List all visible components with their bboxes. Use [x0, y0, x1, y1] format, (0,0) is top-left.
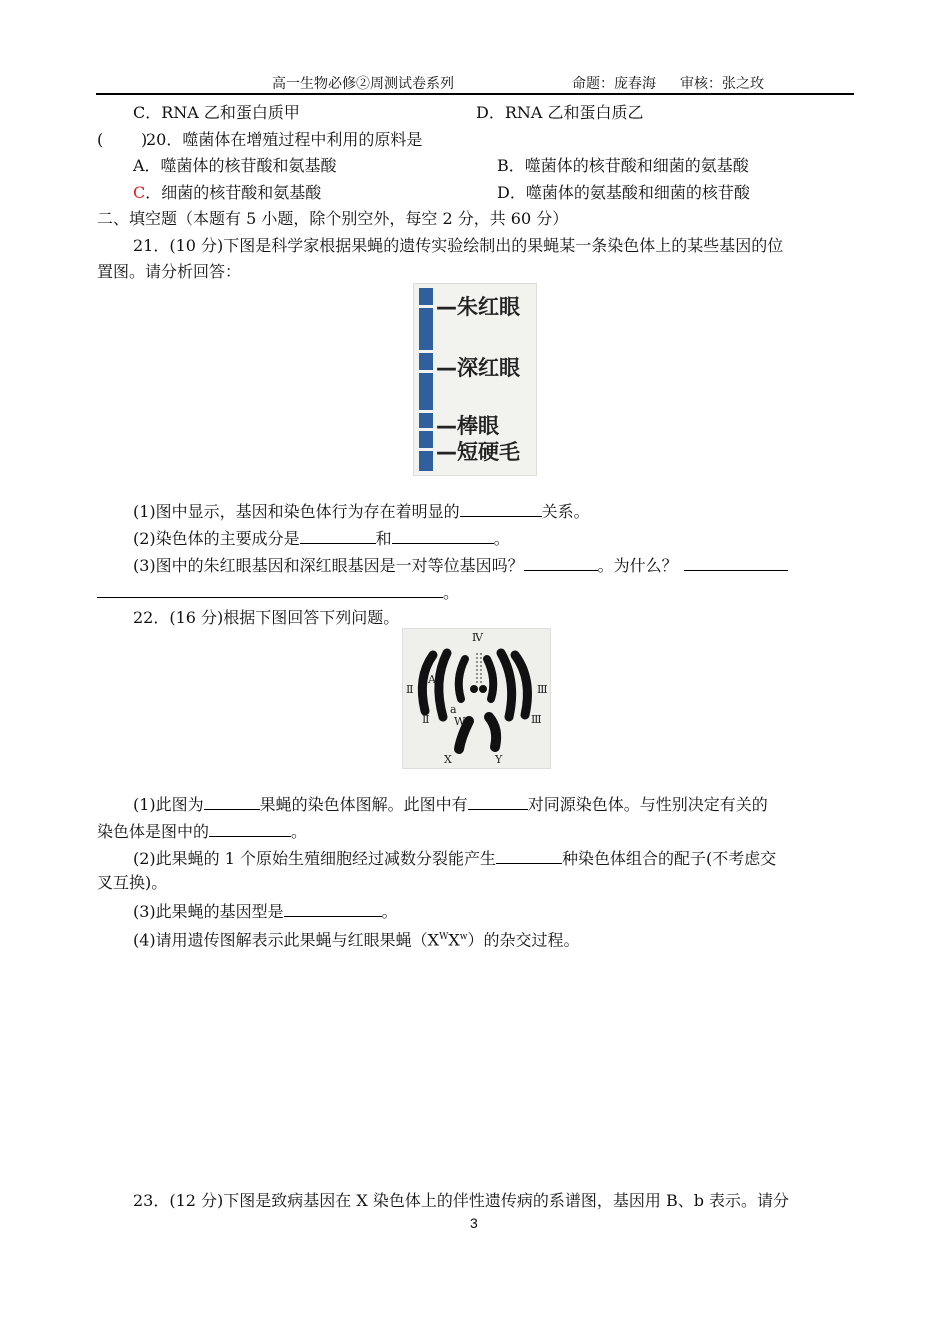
label-ii-bottom: Ⅱ: [422, 713, 430, 726]
answer-blank[interactable]: [300, 527, 376, 544]
q20-option-a: A．噬菌体的核苷酸和氨基酸: [133, 156, 337, 175]
q20-stem: 20．噬菌体在增殖过程中利用的原料是: [146, 130, 423, 149]
label-gene-W: W: [454, 715, 466, 728]
q19-option-c: C．RNA 乙和蛋白质甲: [133, 103, 300, 122]
q21-part3-line2: 。: [97, 581, 459, 603]
answer-blank[interactable]: [460, 500, 542, 517]
q22-part4: (4)请用遗传图解表示此果蝇与红眼果蝇$(X^WX^w)$的杂交过程。: [133, 930, 580, 950]
answer-blank[interactable]: [209, 820, 291, 837]
label-iii-bottom: Ⅲ: [531, 713, 542, 726]
q20-answer-paren-close: ): [141, 130, 148, 149]
chromosome-band: [419, 370, 433, 373]
header-reviewer: 审核：张之玫: [680, 76, 764, 92]
q19-option-d: D．RNA 乙和蛋白质乙: [476, 103, 644, 122]
q22-part1-line2: 染色体是图中的 。: [97, 822, 308, 841]
label-gene-A: A: [428, 673, 436, 686]
chromosome-inner-right: [487, 659, 493, 699]
label-x: X: [444, 753, 452, 766]
q22-part3: (3)此果蝇的基因型是 。: [133, 902, 398, 921]
gene-label-vermilion-eye: —朱红眼: [436, 295, 520, 319]
q20-option-d: D．噬菌体的氨基酸和细菌的核苷酸: [497, 183, 750, 202]
answer-blank[interactable]: [524, 554, 598, 571]
chromosome-iv-dot: [470, 685, 478, 693]
answer-blank[interactable]: [496, 847, 562, 864]
gene-label-dark-red-eye: —深红眼: [436, 356, 520, 380]
answer-blank[interactable]: [468, 793, 528, 810]
chromosome-band: [419, 350, 433, 353]
q22-stem: 22．(16 分)根据下图回答下列问题。: [133, 608, 400, 627]
karyotype-figure: [402, 628, 551, 769]
answer-blank[interactable]: [204, 793, 260, 810]
section-title: 二、填空题（本题有 5 小题，除个别空外，每空 2 分，共 60 分）: [97, 209, 569, 228]
label-iii-top: Ⅲ: [537, 683, 548, 696]
chromosome-iv-dot: [479, 685, 487, 693]
chromosome-iii-right-b: [501, 653, 512, 717]
q21-part2: (2)染色体的主要成分是 和 。: [133, 529, 510, 548]
chromosome-gene-map-figure: [413, 283, 537, 476]
q20-option-c-text: ．细菌的核苷酸和氨基酸: [145, 183, 322, 202]
header-series: 高一生物必修②周测试卷系列: [272, 76, 454, 92]
chromosome-band: [419, 428, 433, 431]
q22-part2: (2)此果蝇的 1 个原始生殖细胞经过减数分裂能产生 种染色体组合的配子(不考虑交: [133, 849, 777, 868]
chromosome-ii-left-b: [439, 653, 447, 717]
chromosome-band: [419, 448, 433, 451]
label-iv: Ⅳ: [472, 631, 483, 644]
q21-part3: (3)图中的朱红眼基因和深红眼基因是一对等位基因吗？ 。为什么？: [133, 554, 788, 576]
q20-option-c: [133, 183, 321, 203]
q21-part1: (1)图中显示，基因和染色体行为存在着明显的 关系。: [133, 502, 590, 521]
label-gene-a: a: [450, 703, 457, 716]
chromosome-y: [489, 717, 496, 747]
q20-answer-paren-open: (: [97, 130, 104, 149]
chromosome-inner-left: [459, 659, 465, 699]
q22-part2-line2: 叉互换)。: [97, 873, 168, 892]
chromosome-bar: [419, 288, 433, 471]
header-rule: [96, 93, 854, 95]
q21-stem-line2: 置图。请分析回答：: [97, 262, 242, 281]
gene-label-bar-eye: —棒眼: [436, 414, 499, 438]
q23-stem: 23．(12 分)下图是致病基因在 X 染色体上的伴性遗传病的系谱图，基因用 B、b 表示。请分: [133, 1191, 790, 1210]
label-y: Y: [495, 753, 503, 766]
karyotype-diagram: [403, 629, 550, 768]
gene-label-short-bristle: —短硬毛: [436, 440, 520, 464]
q20-option-c-letter: C: [133, 183, 146, 202]
answer-blank[interactable]: [97, 581, 443, 598]
page-number: 3: [470, 1215, 478, 1231]
chromosome-iii-right-a: [515, 655, 527, 715]
q20-option-b: B．噬菌体的核苷酸和细菌的氨基酸: [497, 156, 749, 175]
chromosome-band: [419, 305, 433, 308]
chromosome-band: [419, 410, 433, 413]
q21-stem-line1: 21．(10 分)下图是科学家根据果蝇的遗传实验绘制出的果蝇某一条染色体上的某些基因的位: [133, 236, 784, 255]
answer-blank[interactable]: [392, 527, 494, 544]
q22-part1: (1)此图为 果蝇的染色体图解。此图中有 对同源染色体。与性别决定有关的: [133, 795, 768, 814]
header-author: 命题：庞春海: [572, 76, 656, 92]
answer-blank[interactable]: [684, 554, 788, 571]
label-ii-top: Ⅱ: [406, 683, 414, 696]
answer-blank[interactable]: [284, 900, 382, 917]
